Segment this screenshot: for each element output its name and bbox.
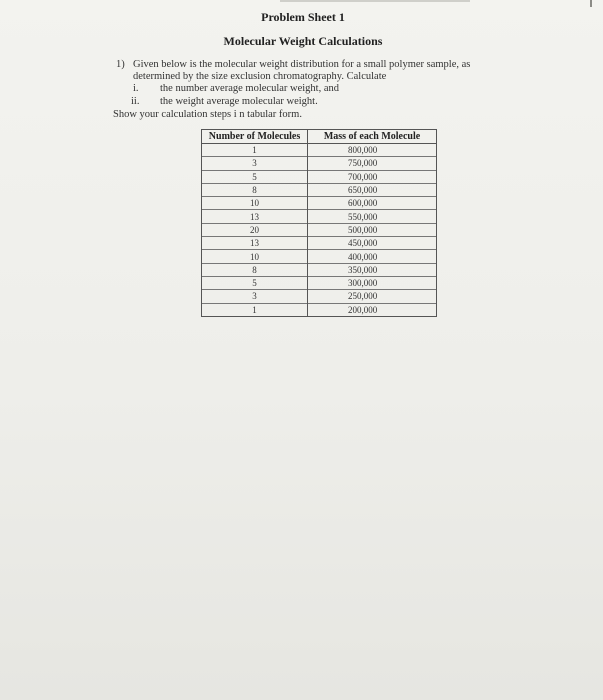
table-row [202, 237, 437, 250]
table-row [202, 157, 437, 170]
table-row [202, 276, 437, 289]
cell-count: 1 [202, 303, 308, 316]
table-row [202, 170, 437, 183]
cell-mass: 300,000 [308, 276, 437, 289]
table-row [202, 303, 437, 316]
question-text-line-1: Given below is the molecular weight distribution for a small polymer sample, as [133, 59, 471, 70]
distribution-table [201, 129, 437, 317]
header-mass-of-each-molecule: Mass of each Molecule [308, 130, 437, 144]
cell-count: 5 [202, 276, 308, 289]
cell-mass: 500,000 [308, 223, 437, 236]
cell-count: 20 [202, 223, 308, 236]
cell-count: 3 [202, 290, 308, 303]
table-row [202, 263, 437, 276]
table-row [202, 290, 437, 303]
item-text-i: the number average molecular weight, and [160, 83, 340, 94]
table-body [202, 144, 437, 317]
cell-count: 10 [202, 197, 308, 210]
cell-mass: 400,000 [308, 250, 437, 263]
table-row [202, 223, 437, 236]
cell-count: 8 [202, 183, 308, 196]
cell-mass: 350,000 [308, 263, 437, 276]
page-title: Problem Sheet 1 [261, 10, 345, 24]
cell-mass: 700,000 [308, 170, 437, 183]
cell-mass: 800,000 [308, 144, 437, 157]
cell-mass: 200,000 [308, 303, 437, 316]
instruction-text: Show your calculation steps i n tabular form. [113, 109, 302, 120]
page-edge-mark [590, 0, 592, 7]
cell-count: 13 [202, 210, 308, 223]
table-row [202, 197, 437, 210]
table-row [202, 183, 437, 196]
cell-count: 1 [202, 144, 308, 157]
cell-mass: 750,000 [308, 157, 437, 170]
cell-mass: 550,000 [308, 210, 437, 223]
item-marker-ii: ii. [131, 96, 140, 107]
page-subtitle: Molecular Weight Calculations [223, 34, 383, 48]
item-marker-i: i. [133, 83, 139, 94]
header-number-of-molecules: Number of Molecules [202, 130, 308, 144]
table-row [202, 210, 437, 223]
cell-count: 5 [202, 170, 308, 183]
question-text-line-2: determined by the size exclusion chromatography. Calculate [133, 71, 387, 82]
table-header-row [202, 130, 437, 144]
table-row [202, 144, 437, 157]
question-number: 1) [116, 59, 125, 70]
table-row [202, 250, 437, 263]
cell-count: 13 [202, 237, 308, 250]
cell-mass: 450,000 [308, 237, 437, 250]
cell-count: 8 [202, 263, 308, 276]
cell-count: 3 [202, 157, 308, 170]
cell-mass: 650,000 [308, 183, 437, 196]
cell-count: 10 [202, 250, 308, 263]
cell-mass: 250,000 [308, 290, 437, 303]
cell-mass: 600,000 [308, 197, 437, 210]
paper-top-edge [280, 0, 470, 2]
item-text-ii: the weight average molecular weight. [160, 96, 318, 107]
